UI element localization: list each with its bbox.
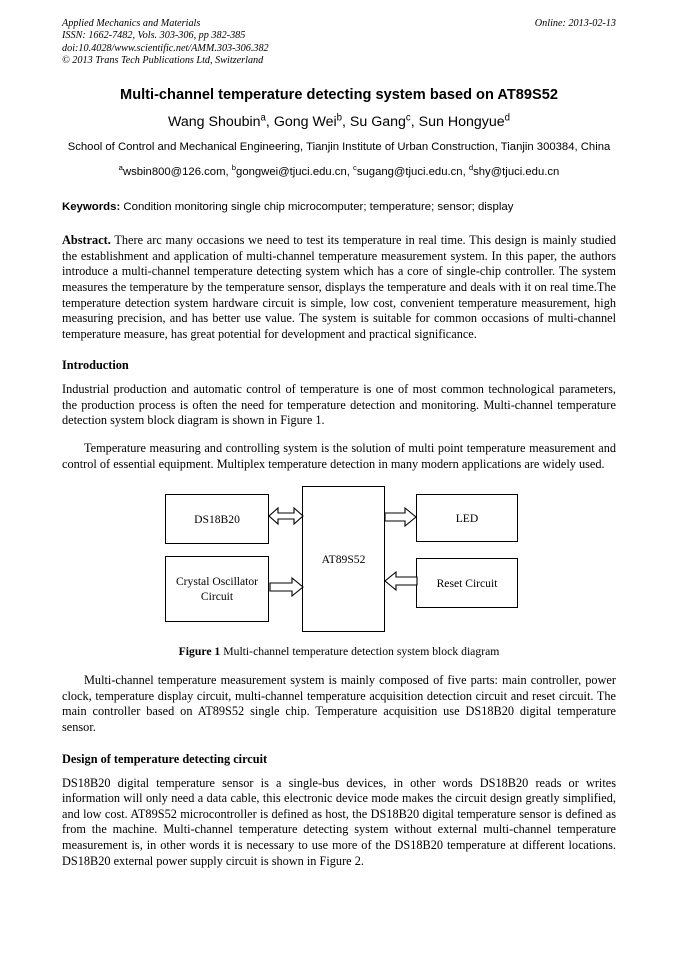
diagram-block-sensor [165, 494, 269, 544]
email-marker: a [118, 163, 123, 173]
author-marker: c [405, 111, 411, 123]
journal-name: Applied Mechanics and Materials [62, 18, 201, 29]
crystal-mcu-arrow-icon [269, 576, 305, 602]
journal-header [62, 18, 616, 68]
email-marker: b [231, 163, 237, 173]
diagram-block-reset-circuit [416, 558, 518, 608]
email-separator: , [346, 166, 354, 179]
sensor-mcu-arrow-icon [268, 506, 304, 532]
email-address: sugang@tjuci.edu.cn [356, 166, 463, 179]
mcu-led-arrow-icon [384, 506, 418, 532]
diagram-block-led [416, 494, 518, 542]
email-separator: , [462, 166, 469, 179]
author-marker: a [260, 111, 266, 123]
email-address: gongwei@tjuci.edu.cn [236, 166, 347, 179]
email-address: wsbin800@126.com [122, 166, 226, 179]
email-marker: d [468, 163, 474, 173]
email-address: shy@tjuci.edu.cn [473, 166, 560, 179]
online-date: Online: 2013-02-13 [534, 18, 616, 29]
figure-1-caption-text: Multi-channel temperature detection system block diagram [223, 645, 500, 659]
author-name: Su Gang [349, 113, 406, 130]
diagram-block-mcu [302, 486, 385, 632]
author-separator: , [265, 113, 274, 130]
diagram-block-reset-label: Reset Circuit [436, 576, 498, 590]
author-name: Gong Wei [273, 113, 337, 130]
diagram-block-crystal-label: Crystal Oscillator Circuit [175, 574, 259, 604]
journal-issn: ISSN: 1662-7482, Vols. 303-306, pp 382-385 [62, 30, 246, 42]
keywords-line [62, 200, 616, 215]
abstract-label: Abstract. [62, 233, 111, 248]
page-content [62, 18, 616, 881]
author-separator: , [410, 113, 419, 130]
author-marker: b [336, 111, 343, 123]
figure-1-label: Figure 1 [178, 645, 221, 659]
email-list [62, 165, 616, 180]
affiliation: School of Control and Mechanical Engineering, Tianjin Institute of Urban Construction, Tianjin 300384, China [67, 140, 611, 153]
abstract-paragraph [62, 233, 616, 342]
diagram-block-crystal-oscillator [165, 556, 269, 622]
intro-paragraph-1: Industrial production and automatic control of temperature is one of most common technological parameters, the production process is often the need for temperature detection and monitoring. Multi-channel temperature detection system block diagram is shown in Figure 1. [62, 382, 616, 428]
abstract-text: There arc many occasions we need to test its temperature in real time. This design is mainly studied the establishment and application of multi-channel temperature measurement system. In this paper, the authors introduce a multi-channel temperature detecting system which has a core of single-chip controller. The system measures the temperature by the temperature sensor, displays the temperature and deals with it on real time.The temperature detection system hardware circuit is simple, low cost, convenient temperature measurement, high measuring precision, and has better use value. The system is suitable for common occasions of multi-channel temperature measure, has great potential for development and practical significance. [62, 233, 616, 341]
diagram-block-mcu-label: AT89S52 [321, 552, 366, 566]
email-marker: c [353, 163, 357, 173]
diagram-block-sensor-label: DS18B20 [194, 512, 240, 526]
author-name: Sun Hongyue [418, 113, 505, 130]
keywords-text: Condition monitoring single chip microcomputer; temperature; sensor; display [123, 201, 514, 214]
section-heading-introduction: Introduction [62, 358, 129, 373]
design-paragraph: DS18B20 digital temperature sensor is a single-bus devices, in other words DS18B20 reads or writes information will only need a data cable, this electronic device mode makes the circuit design greatly simplified, and low cost. AT89S52 microcontroller is defined as host, the DS18B20 digital temperature sensor is defined as from the machine. Multi-channel temperature detecting system without external multi-channel temperature measurement is, in other words it is necessary to use more of the DS18B20 temperature at different locations. DS18B20 external power supply circuit is shown in Figure 2. [62, 775, 616, 868]
figure-1-block-diagram [62, 484, 616, 636]
email-separator: , [225, 166, 232, 179]
page-title: Multi-channel temperature detecting system based on AT89S52 [120, 86, 558, 103]
author-list [62, 113, 616, 132]
section-heading-design: Design of temperature detecting circuit [62, 751, 268, 766]
diagram-block-led-label: LED [455, 511, 479, 525]
author-name: Wang Shoubin [168, 113, 261, 130]
reset-mcu-arrow-icon [384, 570, 418, 596]
author-separator: , [342, 113, 350, 130]
journal-copyright: © 2013 Trans Tech Publications Ltd, Switzerland [62, 55, 264, 67]
figure-1-caption [62, 644, 616, 659]
intro-paragraph-2: Temperature measuring and controlling system is the solution of multi point temperature measurement and control of essential equipment. Multiplex temperature detection in many modern applications are widely used. [62, 441, 616, 471]
author-marker: d [504, 111, 510, 123]
keywords-label: Keywords: [62, 201, 121, 214]
after-figure-paragraph: Multi-channel temperature measurement system is mainly composed of five parts: main controller, power clock, temperature display circuit, multi-channel temperature acquisition detection circuit and reset circuit. The main controller based on AT89S52 single chip. Temperature acquisition use DS18B20 digital temperature sensor. [62, 673, 616, 735]
journal-doi: doi:10.4028/www.scientific.net/AMM.303-306.382 [62, 42, 269, 54]
